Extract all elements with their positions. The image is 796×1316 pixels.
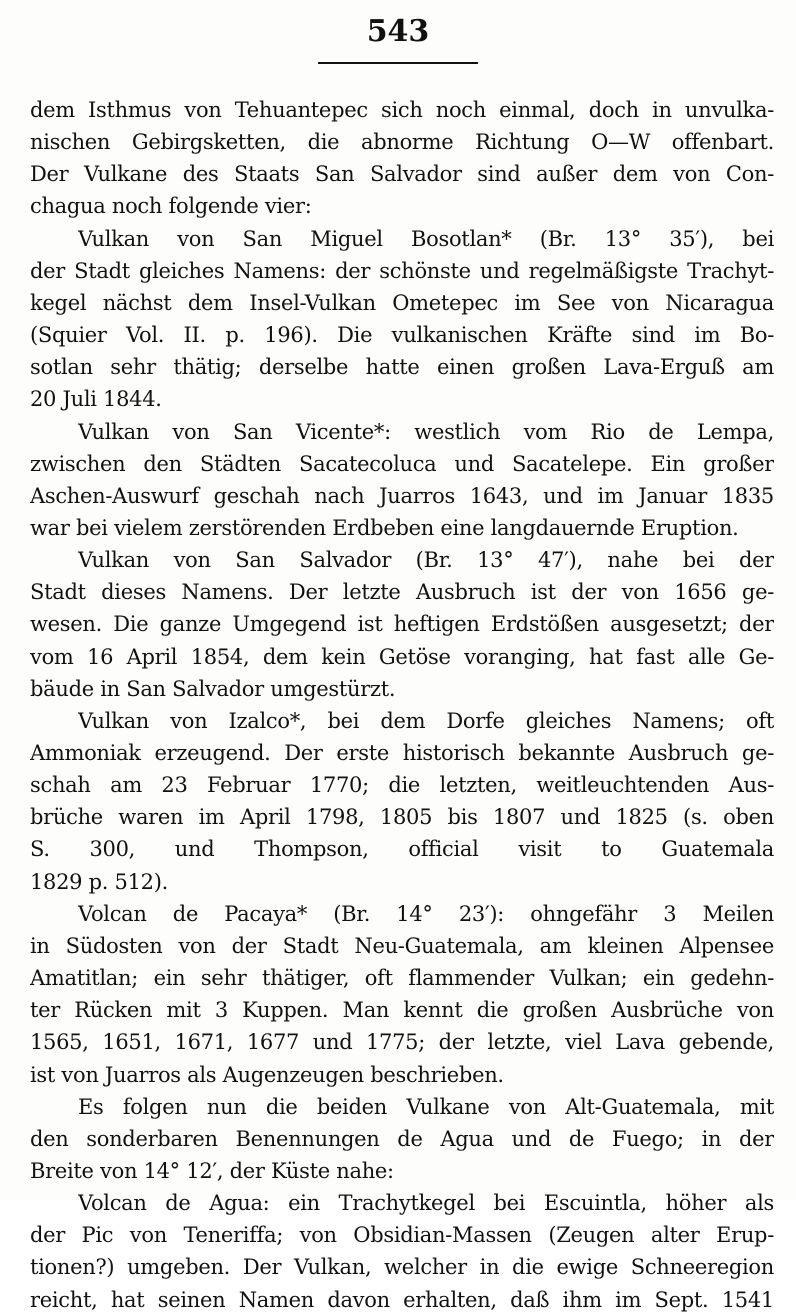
- text-line: Aschen-Auswurf geschah nach Juarros 1643, und im Januar 1835: [30, 483, 774, 508]
- text-line: Amatitlan; ein sehr thätiger, oft flammender Vulkan; ein gedehn-: [30, 966, 774, 991]
- text-line: zwischen den Städten Sacatecoluca und Sacatelepe. Ein großer: [30, 451, 774, 476]
- text-line: (Squier Vol. II. p. 196). Die vulkanischen Kräfte sind im Bo-: [30, 323, 774, 348]
- header-rule: [318, 62, 478, 64]
- text-line: Vulkan von San Vicente*: westlich vom Rio de Lempa,: [78, 419, 774, 444]
- text-line: Volcan de Agua: ein Trachytkegel bei Escuintla, höher als: [78, 1191, 774, 1216]
- text-line: Stadt dieses Namens. Der letzte Ausbruch ist der von 1656 ge-: [30, 580, 774, 605]
- text-line: war bei vielem zerstörenden Erdbeben eine langdauernde Eruption.: [30, 515, 739, 540]
- text-line: der Pic von Teneriffa; von Obsidian-Massen (Zeugen alter Erup-: [30, 1223, 774, 1248]
- text-line: dem Isthmus von Tehuantepec sich noch einmal, doch in unvulka-: [30, 98, 774, 122]
- text-line: schah am 23 Februar 1770; die letzten, weitleuchtenden Aus-: [30, 773, 774, 798]
- text-line: in Südosten von der Stadt Neu-Guatemala, am kleinen Alpensee: [30, 933, 774, 958]
- text-line: Der Vulkane des Staats San Salvador sind außer dem von Con-: [30, 162, 774, 187]
- text-line: tionen?) umgeben. Der Vulkan, welcher in die ewige Schneeregion: [30, 1255, 774, 1280]
- text-line: der Stadt gleiches Namens: der schönste und regelmäßigste Trachyt-: [30, 258, 774, 283]
- text-line: S. 300, und Thompson, official visit to Guatemala: [30, 837, 774, 862]
- text-line: Vulkan von San Miguel Bosotlan* (Br. 13° 35′), bei: [78, 226, 774, 251]
- text-line: nischen Gebirgsketten, die abnorme Richtung O—W offenbart.: [30, 130, 774, 155]
- text-line: ter Rücken mit 3 Kuppen. Man kennt die großen Ausbrüche von: [30, 998, 774, 1023]
- text-line: den sonderbaren Benennungen de Agua und de Fuego; in der: [30, 1126, 774, 1151]
- text-line: bäude in San Salvador umgestürzt.: [30, 676, 396, 701]
- text-line: 1565, 1651, 1671, 1677 und 1775; der letzte, viel Lava gebende,: [30, 1030, 774, 1055]
- text-line: Vulkan von San Salvador (Br. 13° 47′), nahe bei der: [78, 548, 774, 573]
- page-number: 543: [366, 14, 430, 49]
- text-line: ist von Juarros als Augenzeugen beschrieben.: [30, 1062, 504, 1087]
- text-line: 1829 p. 512).: [30, 869, 168, 894]
- text-line: Ammoniak erzeugend. Der erste historisch bekannte Ausbruch ge-: [30, 741, 774, 765]
- text-line: brüche waren im April 1798, 1805 bis 1807 und 1825 (s. oben: [30, 805, 774, 830]
- text-line: sotlan sehr thätig; derselbe hatte einen großen Lava-Erguß am: [30, 355, 774, 380]
- text-line: reicht, hat seinen Namen davon erhalten, daß ihm im Sept. 1541: [30, 1287, 774, 1312]
- text-line: chagua noch folgende vier:: [30, 194, 312, 219]
- text-line: Es folgen nun die beiden Vulkane von Alt-Guatemala, mit: [78, 1094, 774, 1119]
- text-line: Breite von 14° 12′, der Küste nahe:: [30, 1158, 394, 1183]
- text-line: kegel nächst dem Insel-Vulkan Ometepec im See von Nicaragua: [30, 290, 774, 315]
- text-line: 20 Juli 1844.: [30, 387, 162, 412]
- text-line: vom 16 April 1854, dem kein Getöse voranging, hat fast alle Ge-: [30, 644, 774, 669]
- text-line: Volcan de Pacaya* (Br. 14° 23′): ohngefähr 3 Meilen: [78, 901, 774, 926]
- text-line: Vulkan von Izalco*, bei dem Dorfe gleiches Namens; oft: [78, 708, 774, 733]
- text-line: wesen. Die ganze Umgegend ist heftigen Erdstößen ausgesetzt; der: [30, 612, 774, 637]
